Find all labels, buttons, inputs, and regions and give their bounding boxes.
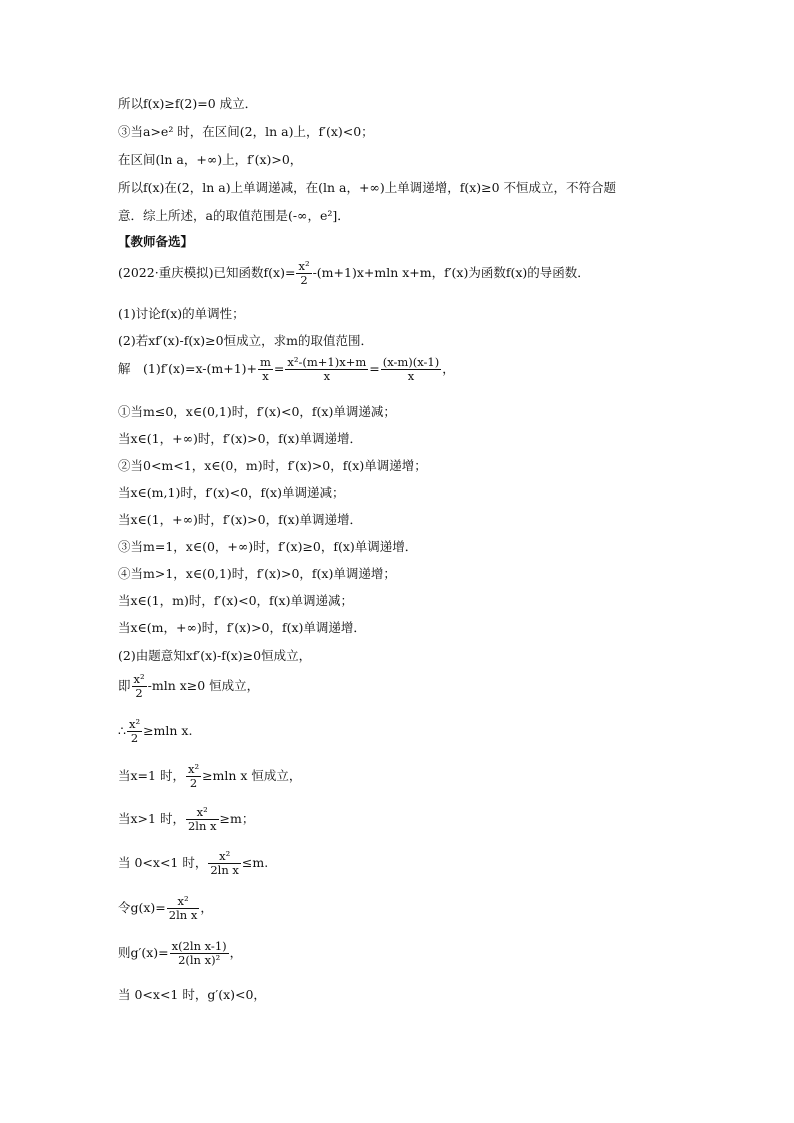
math-line: 令g(x)= $\frac{\text{x²}}{\text{2ln x}}$ ， bbox=[118, 894, 213, 922]
text-line: 当x∈(1，+∞)时，f′(x)>0，f(x)单调递增． bbox=[118, 431, 363, 446]
text-line: (2)由题意知xf′(x)-f(x)≥0恒成立， bbox=[118, 648, 312, 663]
text-line: 意．综上所述，a的取值范围是(-∞，e²]． bbox=[118, 208, 350, 223]
fraction: $\frac{\text{x(2ln x-1)}}{\text{2(ln x)²}}$ bbox=[171, 939, 227, 967]
math-line: 当x=1 时， $\frac{\text{x²}}{2}$ ≥mln x 恒成立， bbox=[118, 762, 302, 790]
problem-statement: (2022·重庆模拟)已知函数f(x)= $\frac{\text{x²}}{2}$ -(m+1)x+mln x+m，f′(x)为函数f(x)的导函数． bbox=[118, 259, 590, 287]
text-line: 所以f(x)≥f(2)=0 成立． bbox=[118, 96, 258, 111]
text-line: 在区间(ln a，+∞)上，f′(x)>0， bbox=[118, 152, 303, 167]
fraction: $\frac{m}{x}$ bbox=[260, 355, 271, 383]
text-line: 当x∈(1，m)时，f′(x)<0，f(x)单调递减； bbox=[118, 593, 353, 608]
text-line: 当x∈(m，+∞)时，f′(x)>0，f(x)单调递增． bbox=[118, 620, 366, 635]
section-heading: 【教师备选】 bbox=[118, 234, 194, 249]
fraction: $\frac{\text{x²}}{\text{2ln x}}$ bbox=[187, 805, 217, 833]
fraction: $\frac{\text{x²}}{2}$ bbox=[128, 717, 141, 745]
text-line: (1)讨论f(x)的单调性； bbox=[118, 306, 245, 321]
fraction: $\frac{\text{x²}}{\text{2ln x}}$ bbox=[210, 849, 239, 877]
text-line: 所以f(x)在(2，ln a)上单调递减，在(ln a，+∞)上单调递增，f(x)≥0 不恒成立，不符合题 bbox=[118, 180, 617, 195]
fraction: $\frac{\text{x²}}{2}$ bbox=[133, 672, 145, 700]
text-line: 当x∈(1，+∞)时，f′(x)>0，f(x)单调递增． bbox=[118, 512, 363, 527]
text-line: 当x∈(m,1)时，f′(x)<0，f(x)单调递减； bbox=[118, 485, 345, 500]
fraction: $\frac{\text{x²}}{\text{2ln x}}$ bbox=[168, 894, 198, 922]
text-line: ③当m=1，x∈(0，+∞)时，f′(x)≥0，f(x)单调递增． bbox=[118, 539, 418, 554]
text-line: ①当m≤0，x∈(0,1)时，f′(x)<0，f(x)单调递减； bbox=[118, 404, 396, 419]
text-line: ②当0<m<1，x∈(0，m)时，f′(x)>0，f(x)单调递增； bbox=[118, 458, 427, 473]
text-line: 当 0<x<1 时，g′(x)<0， bbox=[118, 987, 266, 1002]
fraction: $\frac{\text{x²-(m+1)x+m}}{x}$ bbox=[287, 355, 367, 383]
math-line: 即 $\frac{\text{x²}}{2}$ -mln x≥0 恒成立， bbox=[118, 672, 260, 700]
text-line: ③当a>e² 时，在区间(2，ln a)上，f′(x)<0； bbox=[118, 124, 374, 139]
math-line: ∴ $\frac{\text{x²}}{2}$ ≥mln x. bbox=[118, 717, 193, 745]
fraction: $\frac{\text{x²}}{2}$ bbox=[298, 259, 310, 287]
math-line: 则g′(x)= $\frac{\text{x(2ln x-1)}}{\text{2(ln x)²}}$ ， bbox=[118, 939, 243, 967]
math-line: 当 0<x<1 时， $\frac{\text{x²}}{\text{2ln x}}$ ≤m. bbox=[118, 849, 269, 877]
text-line: (2)若xf′(x)-f(x)≥0恒成立，求m的取值范围． bbox=[118, 333, 373, 348]
text-line: ④当m>1，x∈(0,1)时，f′(x)>0，f(x)单调递增； bbox=[118, 566, 396, 581]
math-line: 当x>1 时， $\frac{\text{x²}}{\text{2ln x}}$ ≥m； bbox=[118, 805, 255, 833]
solution-line: 解 (1)f′(x)=x-(m+1)+ $\frac{m}{x}$ = $\frac{\text{x²-(m+1)x+m}}{x}$ = $\frac{(x-m)(x-1)}{x}$ ， bbox=[118, 355, 455, 383]
fraction: $\frac{\text{x²}}{2}$ bbox=[187, 762, 200, 790]
fraction: $\frac{(x-m)(x-1)}{x}$ bbox=[382, 355, 440, 383]
